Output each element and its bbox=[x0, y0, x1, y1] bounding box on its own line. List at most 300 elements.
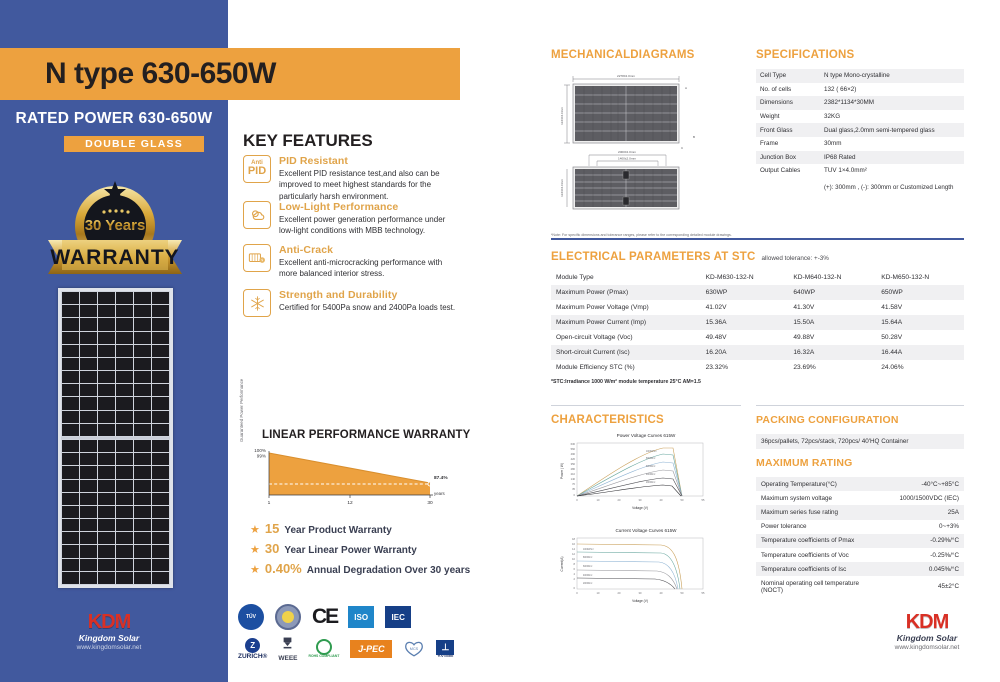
spec-key: Front Glass bbox=[760, 126, 793, 134]
legend-1000: 1000W/m² bbox=[646, 451, 657, 453]
feature-text: Excellent PID resistance test,and also can be improved to meet highest standards for the particularly harsh environment. bbox=[279, 169, 440, 201]
mechanical-diagram-svg bbox=[551, 71, 736, 223]
spec-value: 30mm bbox=[824, 140, 842, 148]
specifications-note: (+): 300mm , (-): 300mm or Customized Length bbox=[824, 183, 954, 191]
spec-key: Cell Type bbox=[760, 72, 787, 80]
elec-label: Module Type bbox=[556, 274, 594, 281]
svg-text:50: 50 bbox=[680, 499, 684, 502]
solar-cell bbox=[116, 453, 133, 465]
warranty-list-item bbox=[250, 541, 480, 556]
solar-cell bbox=[152, 532, 169, 544]
feature-body bbox=[279, 289, 461, 317]
svg-text:0: 0 bbox=[576, 499, 578, 502]
svg-text:10: 10 bbox=[572, 558, 575, 561]
feature-text: Certified for 5400Pa snow and 2400Pa loads test. bbox=[279, 303, 456, 312]
mechanical-diagrams-figures bbox=[551, 71, 736, 228]
dim-mid1-label: 2000±2.0mm bbox=[617, 150, 637, 154]
legend-800: 800W/m² bbox=[646, 458, 656, 460]
mr-value: -0.25%/°C bbox=[930, 551, 959, 559]
solar-cell bbox=[134, 424, 151, 436]
x-tick-1: 1 bbox=[267, 501, 271, 506]
solar-cell bbox=[152, 493, 169, 505]
solar-cell bbox=[80, 384, 97, 396]
solar-cell bbox=[134, 358, 151, 370]
svg-text:MCS: MCS bbox=[410, 646, 419, 651]
spec-key: Frame bbox=[760, 140, 779, 148]
solar-cell bbox=[80, 440, 97, 452]
elec-label: Maximum Power Voltage (Vmp) bbox=[556, 304, 649, 311]
solar-cell bbox=[116, 493, 133, 505]
solar-cell bbox=[152, 332, 169, 344]
elec-value-630: 15.36A bbox=[705, 319, 727, 326]
solar-cell bbox=[134, 345, 151, 357]
table-row bbox=[756, 69, 964, 83]
table-row bbox=[756, 110, 964, 124]
y-label-100: 100% bbox=[254, 448, 266, 453]
electrical-header bbox=[551, 251, 964, 263]
cert-row-1 bbox=[238, 604, 518, 630]
solar-cell bbox=[152, 384, 169, 396]
solar-cell bbox=[134, 397, 151, 409]
svg-text:140: 140 bbox=[570, 478, 575, 481]
elec-value-640: 16.32A bbox=[793, 349, 815, 356]
elec-value-650: 41.58V bbox=[881, 304, 903, 311]
elec-value-650: 24.06% bbox=[881, 364, 904, 371]
warranty-chart-svg bbox=[243, 443, 463, 511]
solar-cell bbox=[62, 318, 79, 330]
table-row bbox=[551, 270, 964, 285]
snowflake-strength-icon bbox=[243, 289, 271, 317]
electrical-tolerance: allowed tolerance: +-3% bbox=[761, 255, 829, 262]
solar-cell bbox=[116, 371, 133, 383]
dim-mid2-label: 1400±2.0mm bbox=[617, 156, 637, 161]
solar-cell bbox=[98, 358, 115, 370]
vertical-divider bbox=[228, 0, 234, 682]
solar-cell bbox=[116, 384, 133, 396]
key-features-title: KEY FEATURES bbox=[243, 131, 373, 150]
elec-label: Open-circuit Voltage (Voc) bbox=[556, 334, 633, 341]
svg-text:35: 35 bbox=[572, 488, 575, 491]
spec-value: TUV 1×4.0mm² bbox=[824, 167, 867, 175]
solar-cell bbox=[134, 384, 151, 396]
feature-strength-durability bbox=[243, 289, 461, 317]
brand-mark: KDM bbox=[905, 611, 949, 633]
legend-400: 400W/m² bbox=[646, 474, 656, 476]
svg-text:70: 70 bbox=[572, 483, 575, 486]
characteristics-section bbox=[551, 414, 741, 611]
end-label: 87.4% bbox=[434, 476, 448, 481]
specifications-section bbox=[756, 49, 964, 191]
solar-cell bbox=[152, 397, 169, 409]
svg-text:280: 280 bbox=[570, 468, 575, 471]
table-row bbox=[756, 548, 964, 562]
weee-label: WEEE bbox=[278, 654, 298, 662]
x-tick-12: 12 bbox=[347, 501, 353, 506]
mr-key: Temperature coefficients of Voc bbox=[761, 551, 849, 559]
elec-value-630: 41.02V bbox=[705, 304, 727, 311]
feature-body bbox=[279, 201, 461, 237]
svg-text:Current(A): Current(A) bbox=[560, 556, 564, 572]
solar-cell bbox=[134, 572, 151, 584]
power-voltage-svg bbox=[551, 439, 727, 513]
solar-cell bbox=[62, 345, 79, 357]
packing-configuration-section bbox=[756, 414, 964, 449]
table-row bbox=[551, 345, 964, 360]
certification-logos bbox=[238, 604, 518, 668]
brand-logo-left bbox=[44, 612, 174, 651]
solar-cell bbox=[80, 397, 97, 409]
legend-600: 600W/m² bbox=[646, 466, 656, 468]
legend-400: 400W/m² bbox=[583, 575, 593, 577]
star-icon: ★ bbox=[250, 524, 260, 536]
sgs-icon bbox=[275, 604, 301, 630]
table-row bbox=[756, 83, 964, 97]
solar-cell bbox=[98, 519, 115, 531]
solar-cell bbox=[98, 453, 115, 465]
product-title-band bbox=[0, 48, 460, 100]
mechanical-diagrams-title: MECHANICALDIAGRAMS bbox=[551, 49, 695, 61]
solar-cell bbox=[62, 440, 79, 452]
solar-cell bbox=[62, 424, 79, 436]
solar-cell bbox=[134, 292, 151, 304]
solar-cell bbox=[62, 545, 79, 557]
solar-cell bbox=[116, 411, 133, 423]
spec-value: 132 ( 66×2) bbox=[824, 85, 857, 93]
solar-cell bbox=[80, 493, 97, 505]
cert-zurich bbox=[238, 636, 267, 662]
table-row bbox=[551, 330, 964, 345]
elec-label: Maximum Power Current (Imp) bbox=[556, 319, 647, 326]
solar-cell bbox=[152, 411, 169, 423]
svg-text:10: 10 bbox=[596, 592, 600, 595]
rohs-label: ROHS COMPLIANT bbox=[308, 654, 340, 659]
mr-key: Power tolerance bbox=[761, 523, 807, 531]
solar-cell bbox=[98, 545, 115, 557]
anti-pid-icon-bottom: PID bbox=[247, 165, 267, 178]
svg-text:40: 40 bbox=[659, 499, 663, 502]
svg-text:6: 6 bbox=[573, 568, 575, 571]
section-divider-packing bbox=[756, 405, 964, 406]
svg-text:30 Years: 30 Years bbox=[84, 217, 146, 234]
spec-key: Output Cables bbox=[760, 167, 801, 175]
table-row bbox=[551, 285, 964, 300]
svg-text:12: 12 bbox=[572, 553, 575, 556]
anti-pid-icon bbox=[243, 155, 271, 183]
solar-cell bbox=[62, 453, 79, 465]
warranty-chart-ylabel: Guaranteed Power Performance bbox=[239, 378, 244, 442]
table-row bbox=[756, 520, 964, 534]
solar-cell bbox=[98, 318, 115, 330]
solar-cell bbox=[116, 559, 133, 571]
warranty-value: 15 bbox=[264, 521, 280, 536]
brand-logo-right bbox=[872, 612, 982, 651]
solar-cell bbox=[80, 480, 97, 492]
table-row bbox=[756, 137, 964, 151]
power-voltage-caption: Power Voltage Curves 615W bbox=[616, 433, 676, 438]
solar-cell bbox=[62, 332, 79, 344]
elec-value-650: 15.64A bbox=[881, 319, 903, 326]
maximum-rating-title: MAXIMUM RATING bbox=[756, 457, 853, 469]
solar-cell bbox=[134, 411, 151, 423]
zurich-label: ZURICH® bbox=[238, 652, 268, 660]
brand-url: www.kingdomsolar.net bbox=[894, 644, 960, 651]
brand-url: www.kingdomsolar.net bbox=[76, 644, 142, 651]
electrical-footnote: *STC:Irradiance 1000 W/m² module temperature 25°C AM=1.5 bbox=[551, 379, 701, 385]
solar-cell bbox=[62, 292, 79, 304]
solar-cell bbox=[116, 424, 133, 436]
solar-cell bbox=[98, 572, 115, 584]
spec-key: Dimensions bbox=[760, 99, 793, 107]
feature-body bbox=[279, 244, 461, 280]
cert-mcs bbox=[403, 636, 425, 662]
solar-cell bbox=[98, 384, 115, 396]
cert-ce bbox=[312, 604, 337, 630]
solar-cell bbox=[98, 397, 115, 409]
solar-cell bbox=[98, 332, 115, 344]
table-row bbox=[756, 491, 964, 505]
solar-cell bbox=[152, 440, 169, 452]
warranty-list-item bbox=[250, 561, 480, 576]
solar-cell bbox=[152, 292, 169, 304]
solar-cell bbox=[62, 572, 79, 584]
svg-text:20: 20 bbox=[617, 592, 621, 595]
legend-800: 800W/m² bbox=[583, 557, 593, 559]
solar-cell bbox=[152, 358, 169, 370]
solar-cell bbox=[134, 545, 151, 557]
solar-cell bbox=[98, 345, 115, 357]
elec-label: Maximum Power (Pmax) bbox=[556, 289, 629, 296]
solar-cell bbox=[116, 506, 133, 518]
solar-cell bbox=[98, 532, 115, 544]
jpec-icon: J-PEC bbox=[350, 640, 392, 658]
warranty-text: Year Product Warranty bbox=[284, 525, 392, 536]
feature-anti-crack bbox=[243, 244, 461, 280]
elec-value-630: 49.48V bbox=[705, 334, 727, 341]
anti-pid-icon-top: Anti bbox=[251, 160, 263, 167]
mechanical-note: *Note: For specific dimensions and tolerance ranges, please refer to the corresponding detailed module drawings. bbox=[551, 233, 732, 237]
solar-cell bbox=[62, 397, 79, 409]
solar-cell bbox=[152, 424, 169, 436]
y-label-99: 99% bbox=[256, 453, 266, 459]
svg-text:30: 30 bbox=[638, 499, 642, 502]
elec-value-630: KD-M630-132-N bbox=[705, 274, 754, 281]
warranty-text: Year Linear Power Warranty bbox=[284, 545, 417, 556]
mr-key: Operating Temperature(°C) bbox=[761, 480, 837, 488]
mr-value: -40°C~+85°C bbox=[921, 480, 959, 488]
anti-crack-icon bbox=[243, 244, 271, 272]
solar-cell bbox=[80, 345, 97, 357]
spec-value: 2382*1134*30MM bbox=[824, 99, 874, 107]
solar-cell bbox=[134, 305, 151, 317]
solar-cell bbox=[134, 440, 151, 452]
spec-key: Weight bbox=[760, 113, 780, 121]
solar-cell bbox=[98, 440, 115, 452]
svg-text:0: 0 bbox=[573, 494, 575, 497]
feature-body bbox=[279, 155, 461, 202]
brand-name: Kingdom Solar bbox=[78, 633, 140, 643]
solar-cell bbox=[116, 332, 133, 344]
low-light-cloud-icon bbox=[243, 201, 271, 229]
solar-cell bbox=[134, 506, 151, 518]
solar-cell bbox=[98, 493, 115, 505]
solar-cell bbox=[152, 545, 169, 557]
svg-text:Voltage (V): Voltage (V) bbox=[632, 506, 648, 510]
cert-jpec bbox=[350, 636, 392, 662]
rohs-icon bbox=[316, 639, 332, 655]
table-row bbox=[756, 505, 964, 519]
packing-configuration-value: 36pcs/pallets, 72pcs/stack, 720pcs/ 40'HQ Container bbox=[756, 434, 964, 449]
solar-cell bbox=[80, 545, 97, 557]
svg-text:210: 210 bbox=[570, 473, 575, 476]
solar-cell bbox=[116, 532, 133, 544]
solar-cell bbox=[116, 318, 133, 330]
solar-cell bbox=[98, 506, 115, 518]
double-glass-badge: DOUBLE GLASS bbox=[64, 136, 204, 152]
solar-cell bbox=[80, 411, 97, 423]
zurich-icon: Z bbox=[245, 638, 260, 653]
solar-cell bbox=[80, 292, 97, 304]
solar-cell bbox=[152, 480, 169, 492]
solar-cell bbox=[80, 424, 97, 436]
brand-name: Kingdom Solar bbox=[896, 633, 958, 643]
table-row bbox=[756, 534, 964, 548]
solar-cell bbox=[152, 572, 169, 584]
table-row bbox=[551, 360, 964, 375]
solar-cell bbox=[62, 559, 79, 571]
panel-inner bbox=[61, 291, 170, 585]
solar-cell bbox=[62, 532, 79, 544]
specifications-title: SPECIFICATIONS bbox=[756, 49, 855, 61]
dim-top-label: 2278±2.0mm bbox=[616, 74, 636, 78]
warranty-value: 30 bbox=[264, 541, 280, 556]
solar-cell bbox=[116, 545, 133, 557]
solar-cell bbox=[98, 559, 115, 571]
table-row bbox=[756, 164, 964, 178]
svg-text:0: 0 bbox=[576, 592, 578, 595]
table-row bbox=[756, 477, 964, 491]
feature-text: Excellent power generation performance under low-light conditions with MBB technology. bbox=[279, 215, 446, 236]
ce-icon: CE bbox=[312, 604, 338, 628]
svg-text:50: 50 bbox=[680, 592, 684, 595]
cert-tuv bbox=[238, 604, 264, 630]
solar-cell bbox=[134, 559, 151, 571]
solar-cell bbox=[134, 480, 151, 492]
section-divider-chars bbox=[551, 405, 741, 406]
specifications-table bbox=[756, 69, 964, 178]
mr-value: 0.045%/°C bbox=[928, 565, 959, 573]
mechanical-diagrams-section bbox=[551, 49, 736, 238]
legend-200: 200W/m² bbox=[646, 482, 656, 484]
feature-text: Excellent anti-microcracking performance with more balanced interior stress. bbox=[279, 258, 443, 279]
elec-value-640: 23.69% bbox=[793, 364, 816, 371]
electrical-parameters-title: ELECTRICAL PARAMETERS AT STC bbox=[551, 251, 756, 263]
current-voltage-svg bbox=[551, 534, 727, 606]
svg-text:10: 10 bbox=[596, 499, 600, 502]
solar-cell bbox=[80, 532, 97, 544]
svg-text:350: 350 bbox=[570, 463, 575, 466]
solar-cell bbox=[98, 371, 115, 383]
svg-text:55: 55 bbox=[701, 499, 705, 502]
svg-text:8: 8 bbox=[573, 563, 575, 566]
svg-text:630: 630 bbox=[570, 443, 575, 446]
solar-cell bbox=[134, 318, 151, 330]
svg-text:40: 40 bbox=[659, 592, 663, 595]
table-row bbox=[756, 96, 964, 110]
mr-value: 0~+3% bbox=[939, 523, 959, 531]
star-icon: ★ bbox=[250, 564, 260, 576]
spec-value: N type Mono-crystalline bbox=[824, 72, 890, 80]
elec-label: Short-circuit Current (Isc) bbox=[556, 349, 630, 356]
solar-cell bbox=[134, 493, 151, 505]
solar-cell bbox=[116, 345, 133, 357]
solar-cell bbox=[62, 305, 79, 317]
svg-text:20: 20 bbox=[617, 499, 621, 502]
mr-value: 1000/1500VDC (IEC) bbox=[899, 494, 959, 502]
x-axis-unit: years bbox=[434, 491, 445, 496]
solar-cell bbox=[116, 519, 133, 531]
svg-text:A: A bbox=[685, 86, 688, 90]
svg-text:55: 55 bbox=[701, 592, 705, 595]
tuv-nord-icon: ⊥ bbox=[436, 640, 454, 655]
solar-cell bbox=[134, 453, 151, 465]
elec-value-630: 16.20A bbox=[705, 349, 727, 356]
solar-cell bbox=[152, 305, 169, 317]
solar-cell bbox=[62, 358, 79, 370]
feature-low-light bbox=[243, 201, 461, 237]
panel-lower-half bbox=[61, 439, 170, 585]
solar-cell bbox=[152, 466, 169, 478]
solar-cell bbox=[62, 506, 79, 518]
solar-cell bbox=[116, 397, 133, 409]
svg-text:4: 4 bbox=[573, 573, 575, 576]
iso-icon: ISO bbox=[348, 606, 374, 628]
solar-cell bbox=[116, 572, 133, 584]
brand-mark: KDM bbox=[87, 611, 131, 633]
electrical-parameters-table bbox=[551, 270, 964, 375]
solar-cell bbox=[134, 532, 151, 544]
solar-cell bbox=[62, 371, 79, 383]
svg-text:2: 2 bbox=[573, 578, 575, 581]
solar-cell bbox=[62, 493, 79, 505]
elec-value-640: 41.30V bbox=[793, 304, 815, 311]
solar-cell bbox=[80, 572, 97, 584]
solar-panel-image bbox=[58, 288, 173, 588]
elec-value-650: 16.44A bbox=[881, 349, 903, 356]
solar-cell bbox=[80, 332, 97, 344]
solar-cell bbox=[98, 305, 115, 317]
tuv-nord-label: TÜV NORD bbox=[437, 653, 454, 658]
svg-text:Voltage (V): Voltage (V) bbox=[632, 599, 648, 603]
solar-cell bbox=[98, 411, 115, 423]
warranty-chart-title: LINEAR PERFORMANCE WARRANTY bbox=[262, 429, 471, 441]
spec-value: Dual glass,2.0mm semi-tempered glass bbox=[824, 126, 935, 134]
weee-icon bbox=[281, 636, 294, 650]
cert-tuv-nord bbox=[436, 636, 454, 662]
table-row bbox=[756, 151, 964, 165]
svg-text:18: 18 bbox=[572, 538, 575, 541]
electrical-parameters-section bbox=[551, 251, 964, 385]
spec-key: No. of cells bbox=[760, 85, 792, 93]
mr-key: Nominal operating cell temperature (NOCT) bbox=[761, 579, 860, 594]
solar-cell bbox=[134, 371, 151, 383]
feature-heading: Strength and Durability bbox=[279, 289, 398, 301]
maximum-rating-table bbox=[756, 477, 964, 598]
cert-sgs bbox=[275, 604, 301, 630]
packing-configuration-title: PACKING CONFIGURATION bbox=[756, 414, 899, 426]
solar-cell bbox=[152, 453, 169, 465]
solar-cell bbox=[80, 559, 97, 571]
table-row bbox=[551, 315, 964, 330]
